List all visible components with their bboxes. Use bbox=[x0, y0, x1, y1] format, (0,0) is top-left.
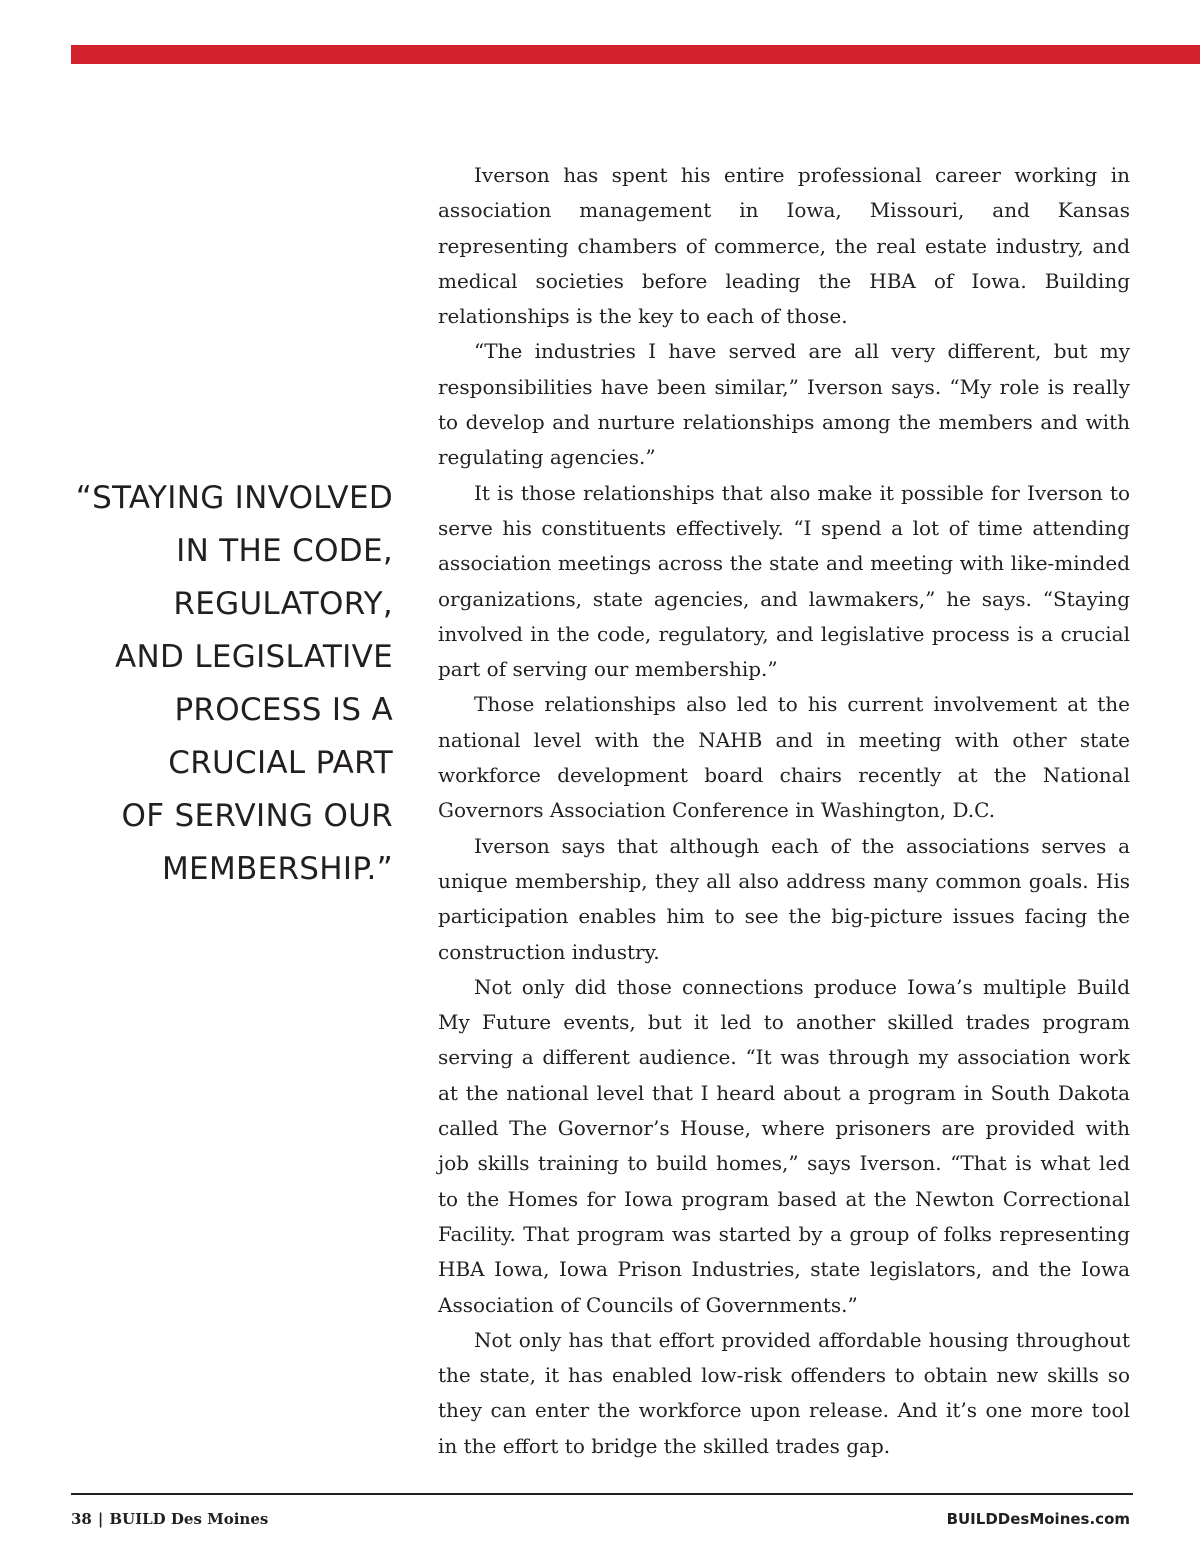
pull-quote-line: IN THE CODE, bbox=[176, 533, 393, 569]
footer-folio bbox=[71, 1509, 268, 1529]
page-number: 38 bbox=[71, 1510, 92, 1528]
pull-quote-line: AND LEGISLATIVE bbox=[115, 639, 393, 675]
top-accent-bar bbox=[71, 45, 1200, 64]
pull-quote bbox=[60, 472, 393, 896]
pull-quote-line: REGULATORY, bbox=[173, 586, 393, 622]
pull-quote-line: “STAYING INVOLVED bbox=[75, 480, 393, 516]
article-paragraph: It is those relationships that also make it possible for Iverson to serve his constituents effectively. “I spend a lot of time attending association meetings across the state and meeting with like-minded organizations, state agencies, and lawmakers,” he says. “Staying involved in the code, regulatory, and legislative process is a crucial part of serving our membership.” bbox=[438, 480, 1130, 682]
article-paragraph: “The industries I have served are all very different, but my responsibilities have been similar,” Iverson says. “My role is really to develop and nurture relationships among the members and with regulating agencies.” bbox=[438, 339, 1130, 470]
article-paragraph: Iverson has spent his entire professional career working in association management in Iowa, Missouri, and Kansas representing chambers of commerce, the real estate industry, and medical societies before leading the HBA of Iowa. Building relationships is the key to each of those. bbox=[438, 163, 1130, 329]
pull-quote-line: OF SERVING OUR bbox=[121, 798, 393, 834]
article-paragraph: Not only has that effort provided affordable housing throughout the state, it has enabled low-risk offenders to obtain new skills so they can enter the workforce upon release. And it’s one more tool in the effort to bridge the skilled trades gap. bbox=[438, 1327, 1130, 1458]
footer-divider bbox=[71, 1493, 1133, 1495]
pull-quote-line: PROCESS IS A bbox=[174, 692, 393, 728]
pull-quote-line: CRUCIAL PART bbox=[168, 745, 393, 781]
pull-quote-line: MEMBERSHIP.” bbox=[162, 851, 393, 887]
article-paragraph: Not only did those connections produce Iowa’s multiple Build My Future events, but it led to another skilled trades program serving a different audience. “It was through my association work at the national level that I heard about a program in South Dakota called The Governor’s House, where prisoners are provided with job skills training to build homes,” says Iverson. “That is what led to the Homes for Iowa program based at the Newton Correctional Facility. That program was started by a group of folks representing HBA Iowa, Iowa Prison Industries, state legislators, and the Iowa Association of Councils of Governments.” bbox=[438, 974, 1130, 1317]
article-paragraph: Those relationships also led to his current involvement at the national level with the NAHB and in meeting with other state workforce development board chairs recently at the National Governors Association Conference in Washington, D.C. bbox=[438, 692, 1130, 823]
article-body bbox=[438, 158, 1130, 1464]
publication-name: BUILD Des Moines bbox=[109, 1510, 269, 1528]
article-paragraph: Iverson says that although each of the associations serves a unique membership, they all also address many common goals. His participation enables him to see the big-picture issues facing the construction industry. bbox=[438, 833, 1130, 964]
footer-separator: | bbox=[97, 1510, 104, 1528]
website-url: BUILDDesMoines.com bbox=[946, 1510, 1130, 1528]
